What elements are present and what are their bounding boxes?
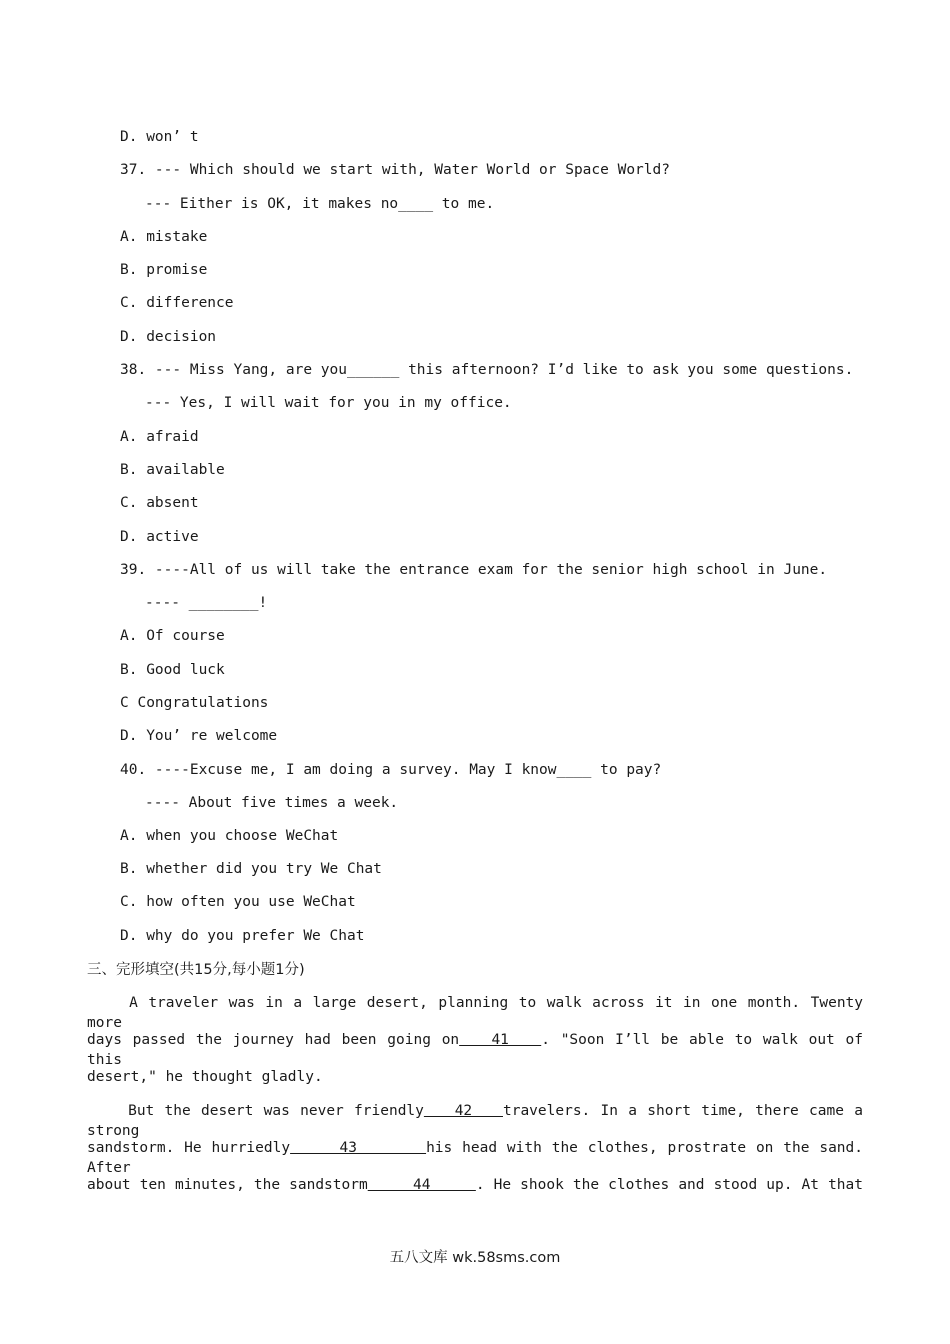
passage-text: about ten minutes, the sandstorm bbox=[87, 1177, 368, 1193]
answer-option: A. when you choose WeChat bbox=[120, 828, 339, 844]
passage-text: desert," he thought gladly. bbox=[87, 1069, 323, 1085]
answer-option: D. active bbox=[120, 529, 199, 545]
answer-option: B. whether did you try We Chat bbox=[120, 861, 382, 877]
question-text: ---- About five times a week. bbox=[145, 795, 399, 811]
answer-option: C. how often you use WeChat bbox=[120, 894, 356, 910]
question-text: --- Either is OK, it makes no____ to me. bbox=[145, 196, 495, 212]
answer-option: B. Good luck bbox=[120, 662, 225, 678]
passage-text: travelers. In a short time, there came a strong bbox=[87, 1103, 872, 1139]
answer-option: A. Of course bbox=[120, 628, 225, 644]
passage-line bbox=[87, 1175, 863, 1195]
passage-line bbox=[87, 1101, 872, 1141]
answer-option: D. why do you prefer We Chat bbox=[120, 928, 365, 944]
passage-text: his head with the clothes, prostrate on the sand. After bbox=[87, 1140, 872, 1176]
section-title: 三、完形填空(共15分,每小题1分) bbox=[87, 962, 305, 978]
passage-text: . "Soon I’ll be able to walk out of this bbox=[87, 1032, 872, 1068]
question-text: ---- ________! bbox=[145, 595, 268, 611]
cloze-blank: 41 bbox=[459, 1032, 542, 1048]
answer-option: D. won’ t bbox=[120, 129, 199, 145]
question-text: --- Yes, I will wait for you in my office. bbox=[145, 395, 512, 411]
answer-option: C. difference bbox=[120, 295, 234, 311]
passage-line bbox=[87, 1138, 872, 1178]
footer-watermark: 五八文库 wk.58sms.com bbox=[389, 1250, 561, 1266]
question-text: 40. ----Excuse me, I am doing a survey. May I know____ to pay? bbox=[120, 762, 662, 778]
passage-line bbox=[87, 993, 872, 1033]
answer-option: B. promise bbox=[120, 262, 208, 278]
passage-text: But the desert was never friendly bbox=[87, 1103, 424, 1119]
passage-text: days passed the journey had been going on bbox=[87, 1032, 460, 1048]
cloze-blank: 42 bbox=[423, 1103, 503, 1119]
passage-text: A traveler was in a large desert, planning to walk across it in one month. Twenty more bbox=[87, 995, 872, 1031]
question-text: 37. --- Which should we start with, Water World or Space World? bbox=[120, 162, 670, 178]
answer-option: C Congratulations bbox=[120, 695, 269, 711]
answer-option: B. available bbox=[120, 462, 225, 478]
answer-option: C. absent bbox=[120, 495, 199, 511]
answer-option: A. mistake bbox=[120, 229, 208, 245]
cloze-blank: 43 bbox=[290, 1140, 427, 1156]
answer-option: D. decision bbox=[120, 329, 217, 345]
passage-text: . He shook the clothes and stood up. At that bbox=[475, 1177, 863, 1193]
passage-line bbox=[87, 1030, 872, 1070]
answer-option: D. You’ re welcome bbox=[120, 728, 278, 744]
answer-option: A. afraid bbox=[120, 429, 199, 445]
passage-line bbox=[87, 1067, 863, 1087]
question-text: 39. ----All of us will take the entrance exam for the senior high school in June. bbox=[120, 562, 828, 578]
passage-text: sandstorm. He hurriedly bbox=[87, 1140, 291, 1156]
question-text: 38. --- Miss Yang, are you______ this afternoon? I’d like to ask you some questions. bbox=[120, 362, 854, 378]
cloze-blank: 44 bbox=[367, 1177, 476, 1193]
